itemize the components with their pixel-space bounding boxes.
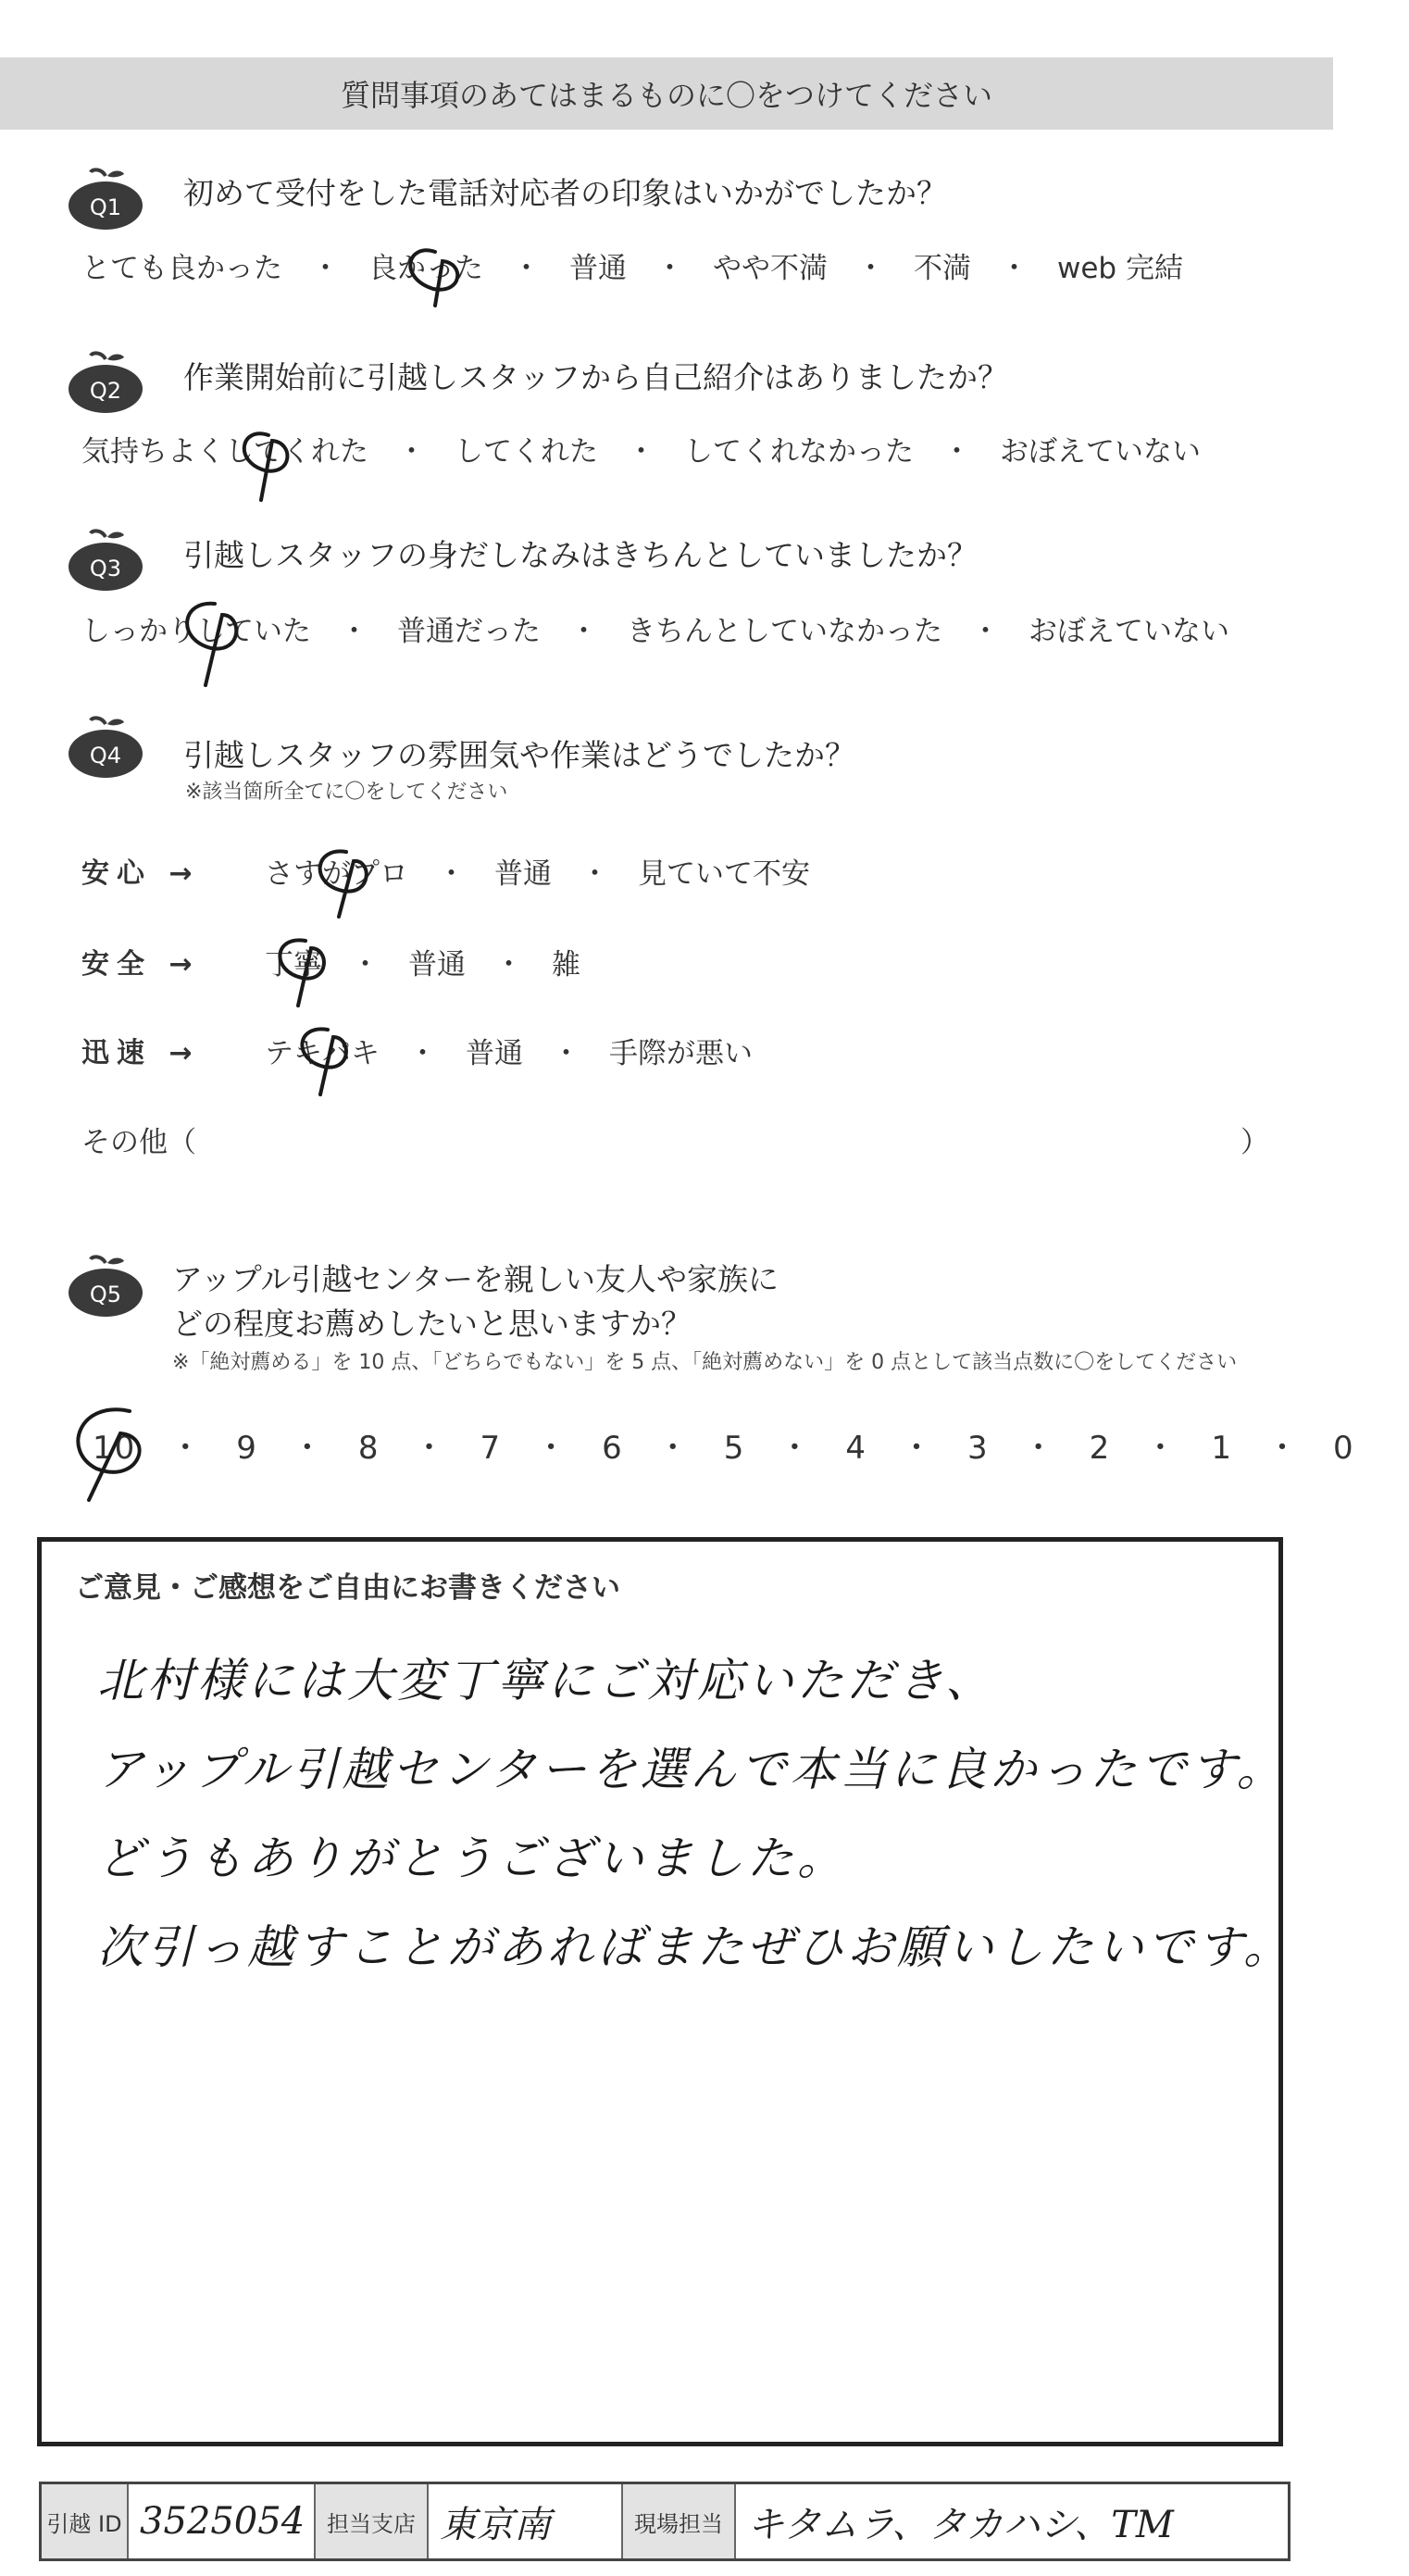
q4-note: ※該当箇所全てに〇をしてください [185, 781, 508, 804]
footer-staff-value[interactable]: キタムラ、タカハシ、TM [747, 2503, 1174, 2546]
q4-row-options-jinsoku[interactable]: テキパキ ・ 普通 ・ 手際が悪い [265, 1037, 753, 1070]
q2-options[interactable]: 気持ちよくしてくれた ・ してくれた ・ してくれなかった ・ おぼえていない [81, 435, 1201, 469]
comment-title: ご意見・ご感想をご自由にお書きください [75, 1571, 620, 1605]
q2-question: 作業開始前に引越しスタッフから自己紹介はありましたか？ [183, 359, 1008, 395]
q5-apple-badge-icon [65, 1254, 146, 1317]
q4-apple-badge-icon [65, 715, 146, 778]
q4-other-field[interactable] [213, 1154, 1231, 1156]
q4-other-label: その他（ [81, 1126, 196, 1159]
header-title: 質問事項のあてはまるものに〇をつけてください [340, 78, 992, 113]
q5-question-line1: アップル引越センターを親しい友人や家族に [172, 1261, 779, 1297]
footer-branch-value[interactable]: 東京南 [429, 2484, 623, 2558]
q3-apple-badge-icon [65, 528, 146, 591]
q4-row-options-anzen[interactable]: 丁寧 ・ 普通 ・ 雑 [265, 948, 580, 982]
comment-box[interactable] [37, 1537, 1293, 2446]
svg-text:Q4: Q4 [89, 743, 122, 769]
q4-question: 引越しスタッフの雰囲気や作業はどうでしたか？ [183, 737, 855, 773]
q4-row-label-anzen: 安全 → [81, 948, 200, 981]
footer-table [39, 2482, 1291, 2561]
svg-text:Q5: Q5 [89, 1282, 122, 1307]
q4-row-options-anshin[interactable]: さすがプロ ・ 普通 ・ 見ていて不安 [265, 857, 810, 891]
q4-other-close: ） [1241, 1126, 1269, 1159]
q3-question: 引越しスタッフの身だしなみはきちんとしていましたか？ [183, 537, 978, 573]
q5-question-line2: どの程度お薦めしたいと思いますか？ [172, 1306, 692, 1342]
q3-options[interactable]: しっかりしていた ・ 普通だった ・ きちんとしていなかった ・ おぼえていない [81, 615, 1229, 648]
q4-row-label-jinsoku: 迅速 → [81, 1037, 200, 1069]
comment-line-4: 次引っ越すことがあればまたぜひお願いしたいです。 [97, 1920, 1293, 1974]
q1-apple-badge-icon [65, 167, 146, 230]
svg-text:Q3: Q3 [89, 556, 122, 581]
comment-line-1: 北村様には大変丁寧にご対応いただき、 [97, 1654, 995, 1707]
svg-text:Q2: Q2 [89, 378, 122, 404]
q1-question: 初めて受付をした電話対応者の印象はいかがでしたか？ [183, 175, 947, 211]
comment-line-3: どうもありがとうございました。 [97, 1832, 847, 1885]
footer-branch-label: 担当支店 [316, 2484, 429, 2558]
q1-options[interactable]: とても良かった ・ 良かった ・ 普通 ・ やや不満 ・ 不満 ・ web 完結 [81, 252, 1183, 285]
q1-badge-text: Q1 [89, 194, 122, 220]
footer-staff-label: 現場担当 [623, 2484, 736, 2558]
q2-apple-badge-icon [65, 350, 146, 413]
q4-row-label-anshin: 安心 → [81, 857, 200, 890]
q5-scale[interactable]: 10 ・ 9 ・ 8 ・ 7 ・ 6 ・ 5 ・ 4 ・ 3 ・ 2 ・ 1 ・ 0 [93, 1430, 1355, 1467]
comment-line-2: アップル引越センターを選んで本当に良かったです。 [97, 1743, 1287, 1796]
footer-id-value[interactable]: 3525054 [129, 2484, 316, 2558]
survey-header [0, 57, 1333, 130]
footer-id-label: 引越 ID [42, 2484, 129, 2558]
q5-note: ※「絶対薦める」を 10 点、「どちらでもない」を 5 点、「絶対薦めない」を 0 点として該当点数に〇をしてください [172, 1351, 1238, 1374]
